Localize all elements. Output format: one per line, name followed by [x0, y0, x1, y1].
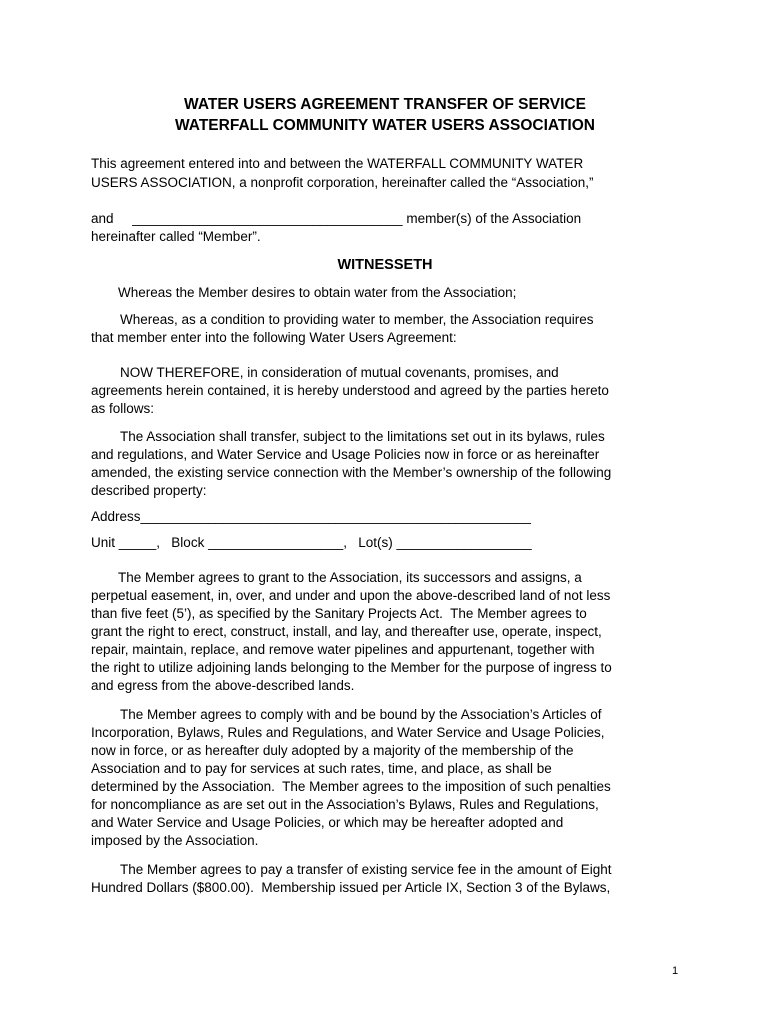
easement-line-5: repair, maintain, replace, and remove water pipelines and appurtenant, together with — [91, 642, 595, 657]
witnesseth-heading: WITNESSETH — [337, 257, 433, 273]
comply-line-8: imposed by the Association. — [91, 833, 259, 848]
comply-line-6: for noncompliance as are set out in the Association’s Bylaws, Rules and Regulations, — [91, 797, 599, 812]
title-line-2: WATERFALL COMMUNITY WATER USERS ASSOCIATION — [175, 117, 595, 134]
fee-line-1: The Member agrees to pay a transfer of existing service fee in the amount of Eight — [120, 862, 612, 877]
transfer-line-3: amended, the existing service connection with the Member’s ownership of the following — [91, 465, 612, 480]
title-line-1: WATER USERS AGREEMENT TRANSFER OF SERVICE — [184, 96, 586, 113]
transfer-line-1: The Association shall transfer, subject to the limitations set out in its bylaws, rules — [120, 429, 605, 444]
now-line-1: NOW THEREFORE, in consideration of mutual covenants, promises, and — [120, 365, 559, 380]
member-line-2: hereinafter called “Member”. — [91, 229, 261, 244]
unit-block-lot-field: Unit _____, Block __________________, Lot(s) __________________ — [91, 535, 532, 550]
intro-line-2: USERS ASSOCIATION, a nonprofit corporation, hereinafter called the “Association,” — [91, 175, 594, 190]
easement-line-3: than five feet (5’), as specified by the Sanitary Projects Act. The Member agrees to — [91, 606, 587, 621]
fee-line-2: Hundred Dollars ($800.00). Membership issued per Article IX, Section 3 of the Bylaws, — [91, 880, 611, 895]
address-field: Address____________________________________________________ — [91, 509, 531, 524]
page-number: 1 — [672, 965, 679, 977]
transfer-line-2: and regulations, and Water Service and Usage Policies now in force or as hereinafter — [91, 447, 600, 462]
now-line-2: agreements herein contained, it is hereby understood and agreed by the parties hereto — [91, 383, 609, 398]
comply-line-3: now in force, or as hereafter duly adopted by a majority of the membership of the — [91, 743, 574, 758]
comply-line-7: and Water Service and Usage Policies, or which may be hereafter adopted and — [91, 815, 564, 830]
transfer-line-4: described property: — [91, 483, 207, 498]
comply-line-4: Association and to pay for services at such rates, time, and place, as shall be — [91, 761, 552, 776]
easement-line-4: grant the right to erect, construct, install, and lay, and thereafter use, operate, inspect, — [91, 624, 602, 639]
whereas-2-line-2: that member enter into the following Water Users Agreement: — [91, 330, 457, 345]
intro-line-1: This agreement entered into and between the WATERFALL COMMUNITY WATER — [91, 156, 584, 171]
whereas-1: Whereas the Member desires to obtain water from the Association; — [118, 285, 517, 300]
comply-line-1: The Member agrees to comply with and be bound by the Association’s Articles of — [120, 707, 602, 722]
now-line-3: as follows: — [91, 401, 155, 416]
easement-line-1: The Member agrees to grant to the Association, its successors and assigns, a — [118, 570, 582, 585]
member-line-1: and ____________________________________ member(s) of the Association — [91, 211, 582, 226]
easement-line-2: perpetual easement, in, over, and under and upon the above-described land of not less — [91, 588, 611, 603]
comply-line-2: Incorporation, Bylaws, Rules and Regulations, and Water Service and Usage Policies, — [91, 725, 605, 740]
whereas-2-line-1: Whereas, as a condition to providing water to member, the Association requires — [120, 312, 594, 327]
comply-line-5: determined by the Association. The Member agrees to the imposition of such penalties — [91, 779, 611, 794]
easement-line-7: and egress from the above-described lands. — [91, 678, 355, 693]
easement-line-6: the right to utilize adjoining lands belonging to the Member for the purpose of ingress to — [91, 660, 612, 675]
